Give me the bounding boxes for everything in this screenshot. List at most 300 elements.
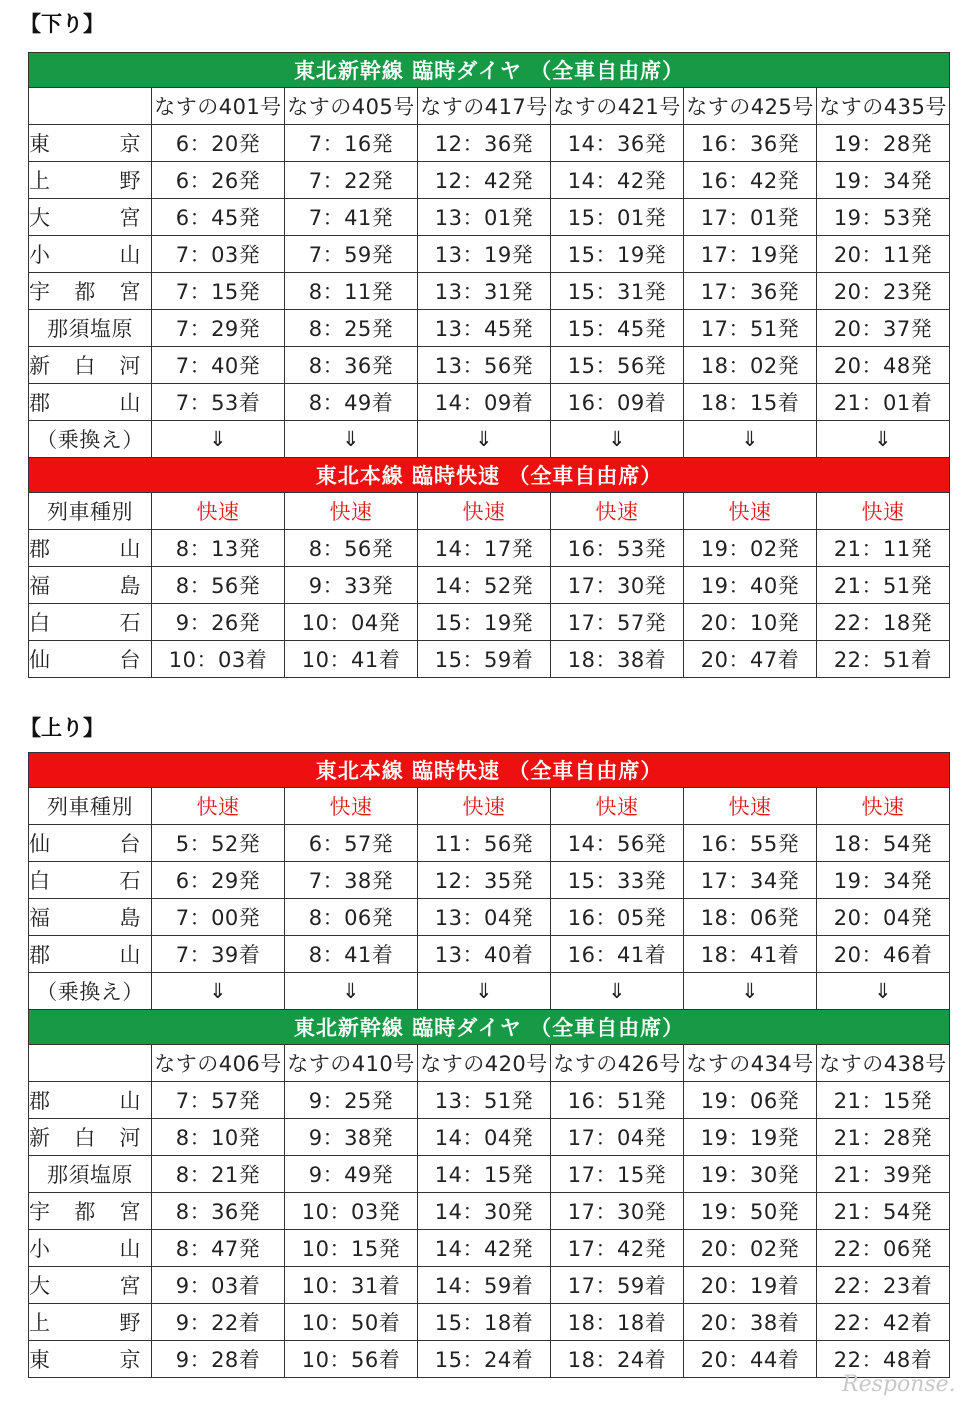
time-cell: 20：44着 <box>684 1341 817 1378</box>
station-name <box>29 273 152 310</box>
station-char: 福 <box>29 574 51 598</box>
station-char: 台 <box>119 648 141 672</box>
time-cell: 21：51発 <box>817 567 950 604</box>
time-cell: 22：42着 <box>817 1304 950 1341</box>
time-cell: 19：19発 <box>684 1119 817 1156</box>
train-type: 快速 <box>817 493 950 530</box>
station-name-text <box>29 1233 151 1263</box>
time-cell: 15：59着 <box>418 641 551 678</box>
time-cell: 17：59着 <box>551 1267 684 1304</box>
down-arrow-icon: ⇓ <box>152 421 285 458</box>
station-char: 郡 <box>29 943 51 967</box>
station-name <box>29 567 152 604</box>
down-arrow-icon: ⇓ <box>817 973 950 1010</box>
table-row <box>29 1082 950 1119</box>
time-cell: 20：23発 <box>817 273 950 310</box>
train-type: 快速 <box>684 493 817 530</box>
time-cell: 8：13発 <box>152 530 285 567</box>
time-cell: 10：50着 <box>285 1304 418 1341</box>
up-heading: 【上り】 <box>20 716 104 740</box>
train-name: なすの401号 <box>152 88 285 125</box>
station-char: 河 <box>119 354 141 378</box>
station-name-text <box>29 644 151 674</box>
train-name: なすの425号 <box>684 88 817 125</box>
time-cell: 10：03着 <box>152 641 285 678</box>
time-cell: 9：33発 <box>285 567 418 604</box>
table-row <box>29 347 950 384</box>
time-cell: 6：29発 <box>152 862 285 899</box>
time-cell: 7：15発 <box>152 273 285 310</box>
time-cell: 8：11発 <box>285 273 418 310</box>
station-char: 郡 <box>29 1089 51 1113</box>
station-char: 上 <box>29 1311 51 1335</box>
time-cell: 17：42発 <box>551 1230 684 1267</box>
station-char: 山 <box>119 537 141 561</box>
time-cell: 20：19着 <box>684 1267 817 1304</box>
time-cell: 9：28着 <box>152 1341 285 1378</box>
time-cell: 18：54発 <box>817 825 950 862</box>
time-cell: 13：45発 <box>418 310 551 347</box>
time-cell: 21：01着 <box>817 384 950 421</box>
time-cell: 16：53発 <box>551 530 684 567</box>
station-char: 都 <box>74 1200 96 1224</box>
station-char: 白 <box>74 1126 96 1150</box>
table-row <box>29 1304 950 1341</box>
time-cell: 19：53発 <box>817 199 950 236</box>
time-cell: 18：02発 <box>684 347 817 384</box>
train-name-row <box>29 88 950 125</box>
time-cell: 20：38着 <box>684 1304 817 1341</box>
station-char: 台 <box>119 832 141 856</box>
station-name-text <box>29 387 151 417</box>
time-cell: 14：52発 <box>418 567 551 604</box>
station-name <box>29 1304 152 1341</box>
train-type: 快速 <box>551 493 684 530</box>
station-name <box>29 1230 152 1267</box>
time-cell: 10：03発 <box>285 1193 418 1230</box>
train-name: なすの405号 <box>285 88 418 125</box>
time-cell: 10：15発 <box>285 1230 418 1267</box>
train-type: 快速 <box>817 788 950 825</box>
station-char: 白 <box>29 869 51 893</box>
time-cell: 15：18着 <box>418 1304 551 1341</box>
station-char: 白 <box>74 354 96 378</box>
table-row <box>29 162 950 199</box>
time-cell: 8：36発 <box>152 1193 285 1230</box>
time-cell: 21：15発 <box>817 1082 950 1119</box>
watermark-logo: Response. <box>842 1372 956 1397</box>
table-row <box>29 567 950 604</box>
station-char: 大 <box>29 1274 51 1298</box>
time-cell: 6：20発 <box>152 125 285 162</box>
time-cell: 8：49着 <box>285 384 418 421</box>
time-cell: 16：36発 <box>684 125 817 162</box>
train-name: なすの420号 <box>418 1045 551 1082</box>
time-cell: 19：34発 <box>817 862 950 899</box>
time-cell: 10：04発 <box>285 604 418 641</box>
shinkansen-band <box>29 53 950 88</box>
train-name-row-label <box>29 88 152 125</box>
time-cell: 13：31発 <box>418 273 551 310</box>
station-name <box>29 641 152 678</box>
station-name-text <box>29 1085 151 1115</box>
time-cell: 16：51発 <box>551 1082 684 1119</box>
station-name-text <box>29 1196 151 1226</box>
station-char: 郡 <box>29 391 51 415</box>
time-cell: 18：15着 <box>684 384 817 421</box>
time-cell: 7：59発 <box>285 236 418 273</box>
time-cell: 13：01発 <box>418 199 551 236</box>
table-row <box>29 825 950 862</box>
station-char: 京 <box>119 132 141 156</box>
station-char: 野 <box>119 169 141 193</box>
time-cell: 14：04発 <box>418 1119 551 1156</box>
station-name <box>29 899 152 936</box>
station-name <box>29 936 152 973</box>
station-char: 宮 <box>119 280 141 304</box>
time-cell: 8：21発 <box>152 1156 285 1193</box>
transfer-row <box>29 421 950 458</box>
station-name <box>29 199 152 236</box>
rapid-band <box>29 753 950 788</box>
rapid-band-title: 東北本線 臨時快速 （全車自由席） <box>29 753 950 788</box>
down-timetable <box>28 52 950 678</box>
time-cell: 12：36発 <box>418 125 551 162</box>
time-cell: 8：56発 <box>285 530 418 567</box>
down-arrow-icon: ⇓ <box>418 973 551 1010</box>
station-name-text <box>29 902 151 932</box>
time-cell: 17：51発 <box>684 310 817 347</box>
down-arrow-icon: ⇓ <box>285 973 418 1010</box>
station-char: 島 <box>119 574 141 598</box>
station-char: 小 <box>29 1237 51 1261</box>
shinkansen-band <box>29 1010 950 1045</box>
time-cell: 17：15発 <box>551 1156 684 1193</box>
station-char: 山 <box>119 1089 141 1113</box>
station-char: 宮 <box>119 206 141 230</box>
time-cell: 7：00発 <box>152 899 285 936</box>
time-cell: 22：48着 <box>817 1341 950 1378</box>
station-name-text <box>29 533 151 563</box>
station-name <box>29 1119 152 1156</box>
train-name: なすの434号 <box>684 1045 817 1082</box>
time-cell: 11：56発 <box>418 825 551 862</box>
train-type-row-label: 列車種別 <box>29 493 152 530</box>
table-row <box>29 1193 950 1230</box>
time-cell: 17：57発 <box>551 604 684 641</box>
station-name <box>29 1193 152 1230</box>
time-cell: 14：15発 <box>418 1156 551 1193</box>
table-row <box>29 384 950 421</box>
time-cell: 17：01発 <box>684 199 817 236</box>
time-cell: 12：42発 <box>418 162 551 199</box>
time-cell: 7：38発 <box>285 862 418 899</box>
station-name: 那須塩原 <box>29 1156 152 1193</box>
time-cell: 9：26発 <box>152 604 285 641</box>
station-char: 上 <box>29 169 51 193</box>
time-cell: 17：30発 <box>551 567 684 604</box>
station-char: 福 <box>29 906 51 930</box>
time-cell: 16：55発 <box>684 825 817 862</box>
station-char: 大 <box>29 206 51 230</box>
table-row <box>29 1156 950 1193</box>
station-name <box>29 604 152 641</box>
down-arrow-icon: ⇓ <box>817 421 950 458</box>
rapid-band <box>29 458 950 493</box>
station-char: 山 <box>119 1237 141 1261</box>
time-cell: 18：38着 <box>551 641 684 678</box>
train-type: 快速 <box>152 493 285 530</box>
station-name-text <box>29 128 151 158</box>
transfer-label: （乗換え） <box>29 973 152 1010</box>
time-cell: 16：05発 <box>551 899 684 936</box>
time-cell: 15：31発 <box>551 273 684 310</box>
time-cell: 16：42発 <box>684 162 817 199</box>
time-cell: 10：41着 <box>285 641 418 678</box>
station-char: 郡 <box>29 537 51 561</box>
train-type-row <box>29 493 950 530</box>
time-cell: 13：40着 <box>418 936 551 973</box>
station-char: 石 <box>119 611 141 635</box>
station-name <box>29 862 152 899</box>
rapid-band-title: 東北本線 臨時快速 （全車自由席） <box>29 458 950 493</box>
station-char: 河 <box>119 1126 141 1150</box>
time-cell: 15：19発 <box>418 604 551 641</box>
time-cell: 7：03発 <box>152 236 285 273</box>
station-name-text <box>29 165 151 195</box>
station-char: 島 <box>119 906 141 930</box>
time-cell: 14：17発 <box>418 530 551 567</box>
time-cell: 15：19発 <box>551 236 684 273</box>
time-cell: 18：18着 <box>551 1304 684 1341</box>
time-cell: 7：53着 <box>152 384 285 421</box>
table-row <box>29 604 950 641</box>
time-cell: 8：25発 <box>285 310 418 347</box>
station-name <box>29 384 152 421</box>
time-cell: 17：30発 <box>551 1193 684 1230</box>
time-cell: 20：02発 <box>684 1230 817 1267</box>
time-cell: 8：06発 <box>285 899 418 936</box>
time-cell: 20：10発 <box>684 604 817 641</box>
table-row <box>29 1119 950 1156</box>
station-name <box>29 1082 152 1119</box>
station-name-text <box>29 939 151 969</box>
station-char: 宇 <box>29 1200 51 1224</box>
time-cell: 6：26発 <box>152 162 285 199</box>
train-name: なすの410号 <box>285 1045 418 1082</box>
time-cell: 7：22発 <box>285 162 418 199</box>
time-cell: 19：06発 <box>684 1082 817 1119</box>
down-arrow-icon: ⇓ <box>551 973 684 1010</box>
time-cell: 22：51着 <box>817 641 950 678</box>
time-cell: 19：30発 <box>684 1156 817 1193</box>
time-cell: 22：18発 <box>817 604 950 641</box>
time-cell: 20：11発 <box>817 236 950 273</box>
station-char: 宇 <box>29 280 51 304</box>
station-char: 仙 <box>29 832 51 856</box>
time-cell: 15：33発 <box>551 862 684 899</box>
table-row <box>29 125 950 162</box>
time-cell: 6：45発 <box>152 199 285 236</box>
time-cell: 20：47着 <box>684 641 817 678</box>
table-row <box>29 273 950 310</box>
station-name-text <box>29 1307 151 1337</box>
time-cell: 15：56発 <box>551 347 684 384</box>
station-char: 都 <box>74 280 96 304</box>
time-cell: 21：28発 <box>817 1119 950 1156</box>
time-cell: 21：11発 <box>817 530 950 567</box>
time-cell: 13：19発 <box>418 236 551 273</box>
shinkansen-band-title: 東北新幹線 臨時ダイヤ （全車自由席） <box>29 53 950 88</box>
station-char: 野 <box>119 1311 141 1335</box>
station-name <box>29 825 152 862</box>
table-row <box>29 1341 950 1378</box>
time-cell: 19：34発 <box>817 162 950 199</box>
station-name-text <box>29 202 151 232</box>
time-cell: 17：19発 <box>684 236 817 273</box>
time-cell: 10：56着 <box>285 1341 418 1378</box>
station-char: 京 <box>119 1348 141 1372</box>
train-type: 快速 <box>418 788 551 825</box>
time-cell: 9：03着 <box>152 1267 285 1304</box>
time-cell: 20：48発 <box>817 347 950 384</box>
time-cell: 7：29発 <box>152 310 285 347</box>
time-cell: 19：50発 <box>684 1193 817 1230</box>
station-name-text <box>29 570 151 600</box>
time-cell: 17：04発 <box>551 1119 684 1156</box>
station-char: 宮 <box>119 1200 141 1224</box>
train-type-row <box>29 788 950 825</box>
time-cell: 5：52発 <box>152 825 285 862</box>
table-row <box>29 236 950 273</box>
time-cell: 15：01発 <box>551 199 684 236</box>
transfer-row <box>29 973 950 1010</box>
station-name <box>29 1267 152 1304</box>
train-name: なすの406号 <box>152 1045 285 1082</box>
time-cell: 19：40発 <box>684 567 817 604</box>
station-name <box>29 530 152 567</box>
table-row <box>29 199 950 236</box>
station-char: 山 <box>119 391 141 415</box>
table-row <box>29 1230 950 1267</box>
time-cell: 14：09着 <box>418 384 551 421</box>
station-char: 新 <box>29 1126 51 1150</box>
time-cell: 14：36発 <box>551 125 684 162</box>
time-cell: 7：40発 <box>152 347 285 384</box>
station-name-text <box>29 1270 151 1300</box>
time-cell: 9：25発 <box>285 1082 418 1119</box>
train-type: 快速 <box>418 493 551 530</box>
train-name: なすの438号 <box>817 1045 950 1082</box>
up-timetable <box>28 752 950 1378</box>
time-cell: 15：45発 <box>551 310 684 347</box>
time-cell: 22：23着 <box>817 1267 950 1304</box>
time-cell: 9：22着 <box>152 1304 285 1341</box>
down-arrow-icon: ⇓ <box>551 421 684 458</box>
table-row <box>29 1267 950 1304</box>
train-type: 快速 <box>152 788 285 825</box>
time-cell: 9：49発 <box>285 1156 418 1193</box>
time-cell: 22：06発 <box>817 1230 950 1267</box>
train-type: 快速 <box>551 788 684 825</box>
train-type: 快速 <box>684 788 817 825</box>
station-char: 小 <box>29 243 51 267</box>
down-arrow-icon: ⇓ <box>684 973 817 1010</box>
table-row <box>29 899 950 936</box>
down-arrow-icon: ⇓ <box>285 421 418 458</box>
station-name-text <box>29 1122 151 1152</box>
station-char: 新 <box>29 354 51 378</box>
transfer-label: （乗換え） <box>29 421 152 458</box>
time-cell: 18：06発 <box>684 899 817 936</box>
time-cell: 21：54発 <box>817 1193 950 1230</box>
time-cell: 14：59着 <box>418 1267 551 1304</box>
time-cell: 20：04発 <box>817 899 950 936</box>
station-name-text <box>29 865 151 895</box>
shinkansen-band-title: 東北新幹線 臨時ダイヤ （全車自由席） <box>29 1010 950 1045</box>
station-char: 東 <box>29 132 51 156</box>
time-cell: 14：30発 <box>418 1193 551 1230</box>
station-char: 東 <box>29 1348 51 1372</box>
time-cell: 17：34発 <box>684 862 817 899</box>
down-arrow-icon: ⇓ <box>684 421 817 458</box>
time-cell: 7：39着 <box>152 936 285 973</box>
time-cell: 16：09着 <box>551 384 684 421</box>
station-char: 宮 <box>119 1274 141 1298</box>
time-cell: 7：57発 <box>152 1082 285 1119</box>
table-row <box>29 862 950 899</box>
station-name-text <box>29 239 151 269</box>
time-cell: 20：46着 <box>817 936 950 973</box>
time-cell: 8：36発 <box>285 347 418 384</box>
train-name: なすの417号 <box>418 88 551 125</box>
station-char: 山 <box>119 943 141 967</box>
down-arrow-icon: ⇓ <box>152 973 285 1010</box>
train-name: なすの421号 <box>551 88 684 125</box>
time-cell: 19：28発 <box>817 125 950 162</box>
station-char: 仙 <box>29 648 51 672</box>
table-row <box>29 530 950 567</box>
time-cell: 16：41着 <box>551 936 684 973</box>
time-cell: 14：42発 <box>418 1230 551 1267</box>
station-name <box>29 125 152 162</box>
train-type: 快速 <box>285 788 418 825</box>
time-cell: 13：04発 <box>418 899 551 936</box>
time-cell: 18：41着 <box>684 936 817 973</box>
station-char: 山 <box>119 243 141 267</box>
station-name <box>29 162 152 199</box>
time-cell: 9：38発 <box>285 1119 418 1156</box>
time-cell: 18：24着 <box>551 1341 684 1378</box>
station-name-text <box>29 276 151 306</box>
time-cell: 7：16発 <box>285 125 418 162</box>
train-name: なすの426号 <box>551 1045 684 1082</box>
time-cell: 10：31着 <box>285 1267 418 1304</box>
down-arrow-icon: ⇓ <box>418 421 551 458</box>
table-row <box>29 936 950 973</box>
time-cell: 6：57発 <box>285 825 418 862</box>
train-name-row <box>29 1045 950 1082</box>
station-char: 石 <box>119 869 141 893</box>
time-cell: 8：47発 <box>152 1230 285 1267</box>
time-cell: 17：36発 <box>684 273 817 310</box>
time-cell: 13：56発 <box>418 347 551 384</box>
down-heading: 【下り】 <box>20 12 104 36</box>
station-name <box>29 236 152 273</box>
time-cell: 21：39発 <box>817 1156 950 1193</box>
table-row <box>29 641 950 678</box>
station-char: 白 <box>29 611 51 635</box>
